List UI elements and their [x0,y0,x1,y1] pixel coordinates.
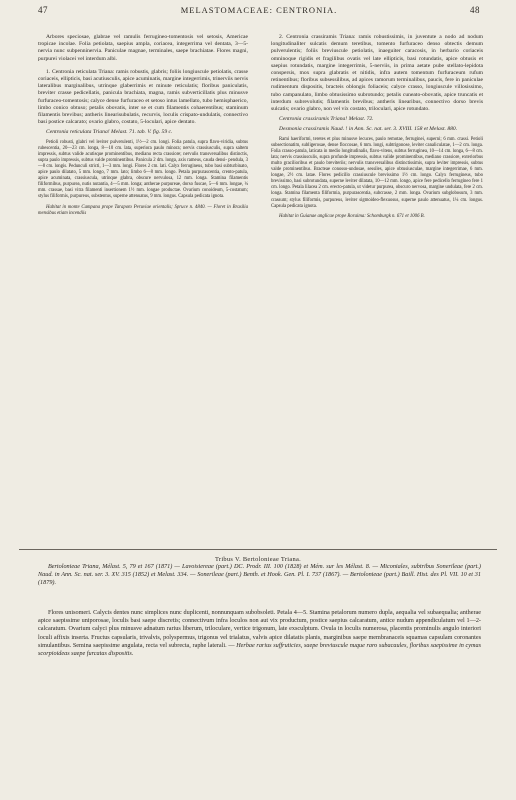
description-reticulata: Petioli robusti, glabri vel leviter pulverulenti, 1½—2 cm. longi. Folia patula, supra flavo-viridia, subtus rubescentia, 20—23 cm. longa, 8—10 cm. lata, superiora paulo minora; nervis crassiusculis, supra saltem impressis, subtus valide acutisque prominentibus, medianu recta crassiore; nervulis transversalibus distinctis, supra paulo impressis, subtus valde prominentibus. Panicula 2 dm. longa, axis rameus, cauda densi- pendula, 3—8 cm. longis. Pedunculi stricti, 1—3 mm. longi. Flores 2 cm. lati. Calyx ferrugineus, tubo basi subturbinato, apice paulo dilatato, 5 mm. longo, 7 mm. lato; limbo 6—8 mm. longo. Petala purpurascentia, crento-patula, apice acuminata, crassiuscula, utrinque glabra, obscure nervulosa, 12 mm. longa. Stamina filamentis filiformibus, purpurea, nutis nutantia, 4—5 mm. longa; antherae purpureae, dorso fuscae, 5—6 mm. longae, ¼ mm. crassae, basi vitra filamenti insertionem 1½ mm. longae productae. Ovarium conoideum, 5-costatum; stylus filiformis, purpureus, substentus, superne attenuatus, 9 mm. longus. Capsula pedicata ignota. [38,139,248,200]
section-divider [19,549,497,550]
species-centronia-crassiramis: 2. Centronia crassiramis Triana: ramis robustissimis, in juventute a nodo ad nodum longitudinaliter sulcatis demum teretibus, tomento furfuraceo denso obtectis demum pulverulentis; foliis breviuscule petiolatis, inaeguiter caracosis, in herbario coriaceis omninoque rigidis et fragilibus ovatis vel late ellipticis, basi rotundatis, apice obtusis et saepius rotundatis, margine integerrimis, 5-nerviis, in prima aetate pube stellato-lepidota conspersis, mox supra glabratis et nitidis, infra autem tomentum furfuraceum rufum retinentibus; floribus subsessilibus, ad apices ramorum terminalibus, paucis, fere in paniculae rudimentum dispositis, bracteis oblongis foliaceis; calyce crasso, longiuscule villosissimo, tubo campanulato, limbo obtusissimo subrotundo; petalis cuneato-obovatis, apice truncatis et interdum subrevolutis; filamentis brevibus; antheris linearibus, connectivo dorso brevis sulcatis; ovario glabro, non vel vix costato, triloculari, apice rotundato. [271,34,483,113]
synonymy-text: Bertolonieae Triana, Mélast. 5, 79 et 167 (1871) — Lavoisiereae (part.) DC. Prodr. III. 100 (1828) et Mém. sur les Mélast. 8. — Miconiales, subtribus Sonerileae (part.) Naud. in Ann. Sc. nat. ser. 3. XV. 315 (1852) et Melast. 334. — Sonerileae (part.) Benth. et Hook. Gen. Pl. I. 737 (1867). — Bertolonieae (part.) Baill. Hist. des Pl. VII. 10 et 31 (1879). [38,563,481,587]
description-crassiramis: Rami haeriformi, teretes et plus minusve lecuces, paulo remotae, ferruginei, superni; 6 mm. crassi. Petioli subsectionatim, subligerosae, dense floccosae, 6 mm. longi, subtrigonose, leviter canaliculatae, 1—2 cm. longa. Folia crasso-patula, laticata in medio longitudinalis, flavo-vitens, subtus ferruginea, 10—14 cm. longa, 6—8 cm. lata; nervis crassiusculis, supra profunde impressis, subtus valide prominentibus, mediano crassiore, exteriorbus multo gracilioribus et paulo breviteriis; nervulis transversalibus distinctissimis, supra leviter impressis, subtus valde prominentibus. Bracteae conosso-undosae, sessiles, apice obtusiusculae, margine integerrimae, 6 mm. longae, 2½ cm. latae. Flores pedicillo crassiuscule brevissimo 1½ cm. longo. Calyx ferrugineus, tubo brevissimo, basi subrotundata, superne leviter dilatata, 10—12 mm. longo, apice fere pedicello ferrugineo fere 1 cm. longo. Petala lilacea 2 cm. erecto-patula, ut videtur purpurea, obscuro nervosa, margine undulata, fere 2 cm. longa. Stamina filamenta filiformia, purpurascentia, subcrasse, 2 mm. longa. Ovarium subglobosum, 3 mm. crassum; stylus filiformis, purpureus, leviter sigmoideo-flexuosus, superne paulo attenuatus, 1¼ cm. longus. Capsula pedicata ignota. [271,136,483,209]
running-title: MELASTOMACEAE: CENTRONIA. [180,5,338,15]
habitat-crassiramis: Habitat in Guianae anglicae prope Roraima: Schomburgk n. 671 et 1006 B. [279,213,425,219]
tribe-heading: Tribus V. Bertolonieae Triana. [214,556,302,563]
citation-desmonia: Desmonia crassiramis Naud. ! in Ann. Sc. nat. ser. 3. XVIII. 158 et Melast. 880. [279,126,458,133]
tribe-section [0,549,516,563]
citation-crassiramis: Centronia crassiramis Triana! Melast. 72. [279,116,374,123]
right-column [271,34,483,222]
tribe-description-main: Flores unisomeri. Calycis dentes nunc simplices nunc duplicenti, nonnunquam subobsoleti. Petala 4—5. Stamina petalorum numero dupla, aequalia vel subaequalia; antherae apice saepissime uniporosae, loculis basi saepe discretis; connectivum infra loculos non aut vix productum, postice saepius calcaratum, antice nudum appendiculatum vel 1—2-calcaratum. Ovarium calyci plus minusve adnatum rarius liberum, triloculare, vertice trigonum, late exsculptum. Ovula in loculis numerosa, placentis prominulis angulo interiori loculi affixis inserta. Fructus capsularis, trivalvis, polyspermus, trigonus vel trialatus, valvis apice dilatatis planis, marginibus saepe membranaceis squamas capsulam coronantes simulantibus. Semina saepissime angulata, recta vel subrecta, raphe laterali. — [38,609,481,649]
citation-reticulata: Centronia reticulata Triana! Melast. 71. tab. V. fig. 59 c. [46,129,173,136]
page-header [38,0,480,20]
species-centronia-reticulata: 1. Centronia reticulata Triana: ramis robustis, glabris; foliis longiuscule petiolatis, crasse coriaceis, ellipticis, basi acutiusculis, apice acuminatis, margine integerrimis, trinerviis nervis lateralibus marginalibus, utrinque glaberrimis et minute reticulatis; floribus paniculatis, breviter crasse pedicellatis, panicula brachiata, magna, ramis subverticillatis plus minusve furfuraceo-tomentosis; calyce dense furfuraceo et setoso intus lamellato, tubo hemisphaerico, limbo conico obtuso; petalis obovatis, inter se et cum filamentis cohaerentibus; staminum filamentis brevibus; antheris linearisubulatis, recurvis, loculis crispato-undulatis, connectivo basi postice calcarato; ovario glabro, costato, 5-loculari, apice dentato. [38,68,248,126]
tribe-description [38,609,481,658]
page-number-left: 47 [38,5,48,15]
genus-intro: Arbores speciosae, glabrae vel ramulis ferrugineo-tomentosis vel setosis, Americae tropicae incolae. Folia petiolata, saepius ampla, coriacea, integerrima vel dentata, 3—5-nervia nunc subpenninervia. Paniculae magnae, terminales, saepe brachiatae. Flores magni, purpurei violacei vel interdum albi. [38,34,248,62]
page-number-right: 48 [470,5,480,15]
left-column [38,34,248,219]
habitat-reticulata: Habitat in monte Campana prope Tarapoto Peruviae orientalis; Spruce n. 4840. — Floret in Brasilia mensibus etiam incendiis [38,204,248,216]
synonymy-block [38,563,481,588]
tribe-description-habit: Herbae rarius suffruticies, saepe breviuscule nuque raro subacaules, floribus saepissime in cymas scorpioideas saepe furcatas dispositis. [38,641,482,658]
tribe-description-text [38,609,481,658]
